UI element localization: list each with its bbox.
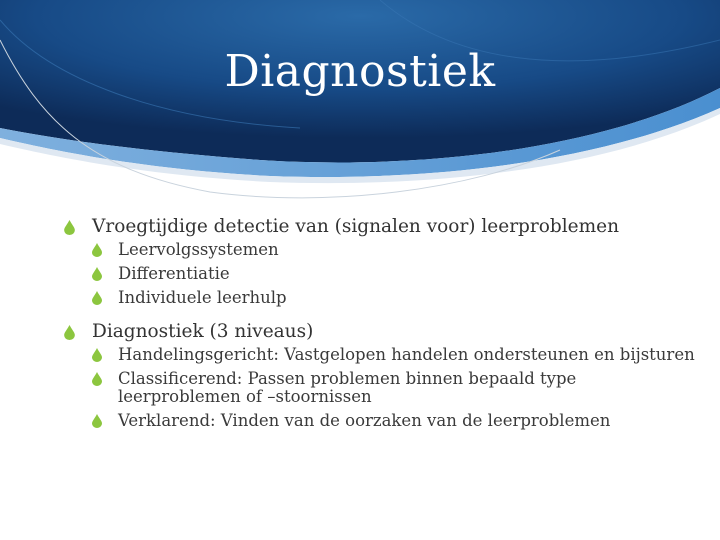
sub-bullet-text: Leervolgssystemen [118, 240, 279, 259]
green-drop-bullet-icon [92, 291, 102, 305]
green-drop-bullet-icon [92, 348, 102, 362]
bullet-item [62, 321, 702, 343]
slide-title: Diagnostiek [224, 46, 496, 97]
sub-bullet-item [62, 265, 702, 283]
green-drop-bullet-icon [92, 267, 102, 281]
green-drop-bullet-icon [92, 372, 102, 386]
green-drop-bullet-icon [92, 243, 102, 257]
sub-bullet-item [62, 370, 702, 406]
sub-bullet-text: Differentiatie [118, 264, 230, 283]
bullet-text: Vroegtijdige detectie van (signalen voor) leerproblemen [92, 216, 619, 237]
sub-bullet-item [62, 289, 702, 307]
green-drop-bullet-icon [64, 220, 75, 235]
sub-bullet-text: Classificerend: Passen problemen binnen bepaald type leerproblemen of –stoornissen [118, 369, 577, 406]
sub-bullet-text: Verklarend: Vinden van de oorzaken van de leerproblemen [118, 411, 611, 430]
header-background [0, 0, 720, 210]
bullet-list [62, 216, 702, 436]
sub-bullet-item [62, 412, 702, 430]
green-drop-bullet-icon [64, 325, 75, 340]
sub-bullet-item [62, 241, 702, 259]
bullet-item [62, 216, 702, 238]
sub-bullet-text: Individuele leerhulp [118, 288, 287, 307]
green-drop-bullet-icon [92, 414, 102, 428]
bullet-text: Diagnostiek (3 niveaus) [92, 321, 314, 342]
sub-bullet-item [62, 346, 702, 364]
sub-bullet-text: Handelingsgericht: Vastgelopen handelen ondersteunen en bijsturen [118, 345, 695, 364]
